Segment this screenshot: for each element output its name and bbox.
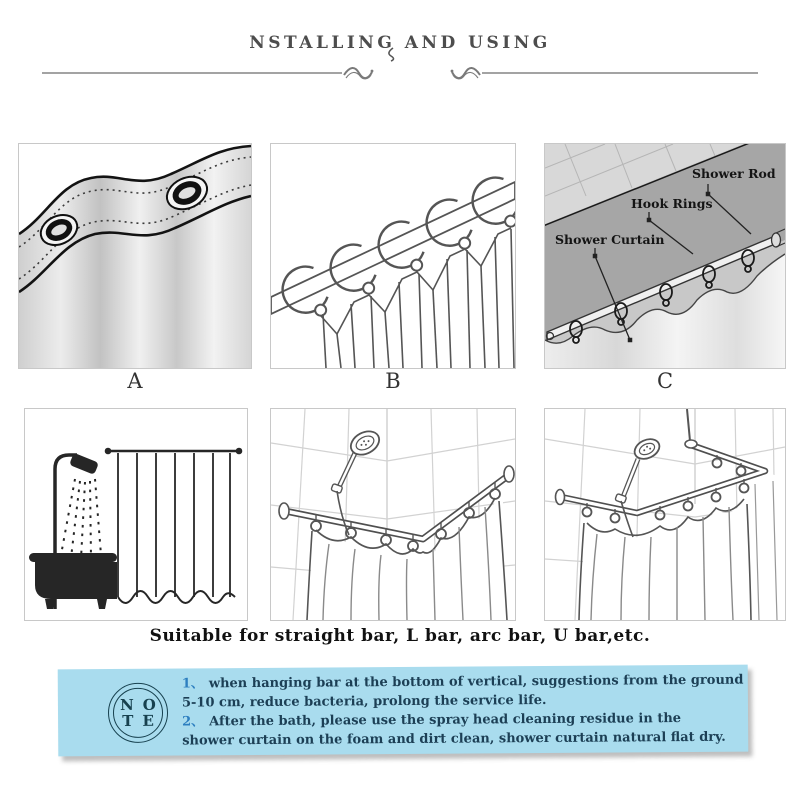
note-line-3: 2、 After the bath, please use the spray head cleaning residue in the — [182, 710, 682, 730]
l-bar-figure — [271, 409, 515, 620]
curtain-on-rod — [105, 448, 242, 603]
ceiling-support — [687, 409, 690, 441]
page-title: NSTALLING AND USING — [249, 33, 551, 53]
shower-curtain-label: Shower Curtain — [555, 232, 665, 247]
hook-rings-figure — [271, 144, 515, 368]
u-bar-figure — [545, 409, 785, 620]
hook-rings-label: Hook Rings — [631, 196, 713, 211]
water-spray — [61, 479, 101, 559]
figure-label-c: C — [656, 369, 674, 393]
shower-head-icon — [69, 453, 99, 475]
panel-straight-bar — [24, 408, 248, 621]
panel-l-bar — [270, 408, 516, 621]
figure-label-a: A — [127, 369, 143, 393]
swirl-ornament-icon — [450, 64, 482, 82]
swirl-ornament-icon — [342, 64, 374, 82]
badge-letter-t: T — [122, 711, 134, 730]
note-line-2: 5-10 cm, reduce bacteria, prolong the service life. — [181, 692, 547, 711]
straight-bar-figure — [25, 409, 247, 620]
panel-c-installed-photo — [544, 143, 786, 369]
title-flourish-icon — [384, 47, 400, 63]
bathtub-icon — [29, 553, 117, 609]
note-line-4: shower curtain on the foam and dirt clean, shower curtain natural flat dry. — [182, 729, 726, 749]
shower-rod-label: Shower Rod — [692, 166, 776, 181]
u-rod-drawing — [556, 440, 766, 513]
note-box — [58, 665, 749, 757]
panel-a-grommet-detail — [18, 143, 252, 369]
suitability-caption: Suitable for straight bar, L bar, arc bar, U bar,etc. — [149, 626, 651, 646]
badge-letter-o: O — [142, 695, 156, 714]
panel-b-hook-rings — [270, 143, 516, 369]
curtain-folds — [321, 228, 514, 368]
note-number-2: 2、 — [182, 713, 205, 730]
badge-letter-n: N — [119, 695, 134, 714]
note-number-1: 1、 — [181, 675, 204, 692]
title-divider — [42, 64, 758, 82]
note-text — [182, 670, 744, 750]
note-badge — [108, 682, 168, 742]
badge-letter-e: E — [142, 711, 154, 730]
panel-u-bar — [544, 408, 786, 621]
curtain-grommets-figure — [19, 144, 251, 368]
figure-label-b: B — [385, 369, 401, 393]
curtain-body — [583, 501, 751, 620]
note-line-1: 1、 when hanging bar at the bottom of vertical, suggestions from the ground — [181, 672, 744, 692]
